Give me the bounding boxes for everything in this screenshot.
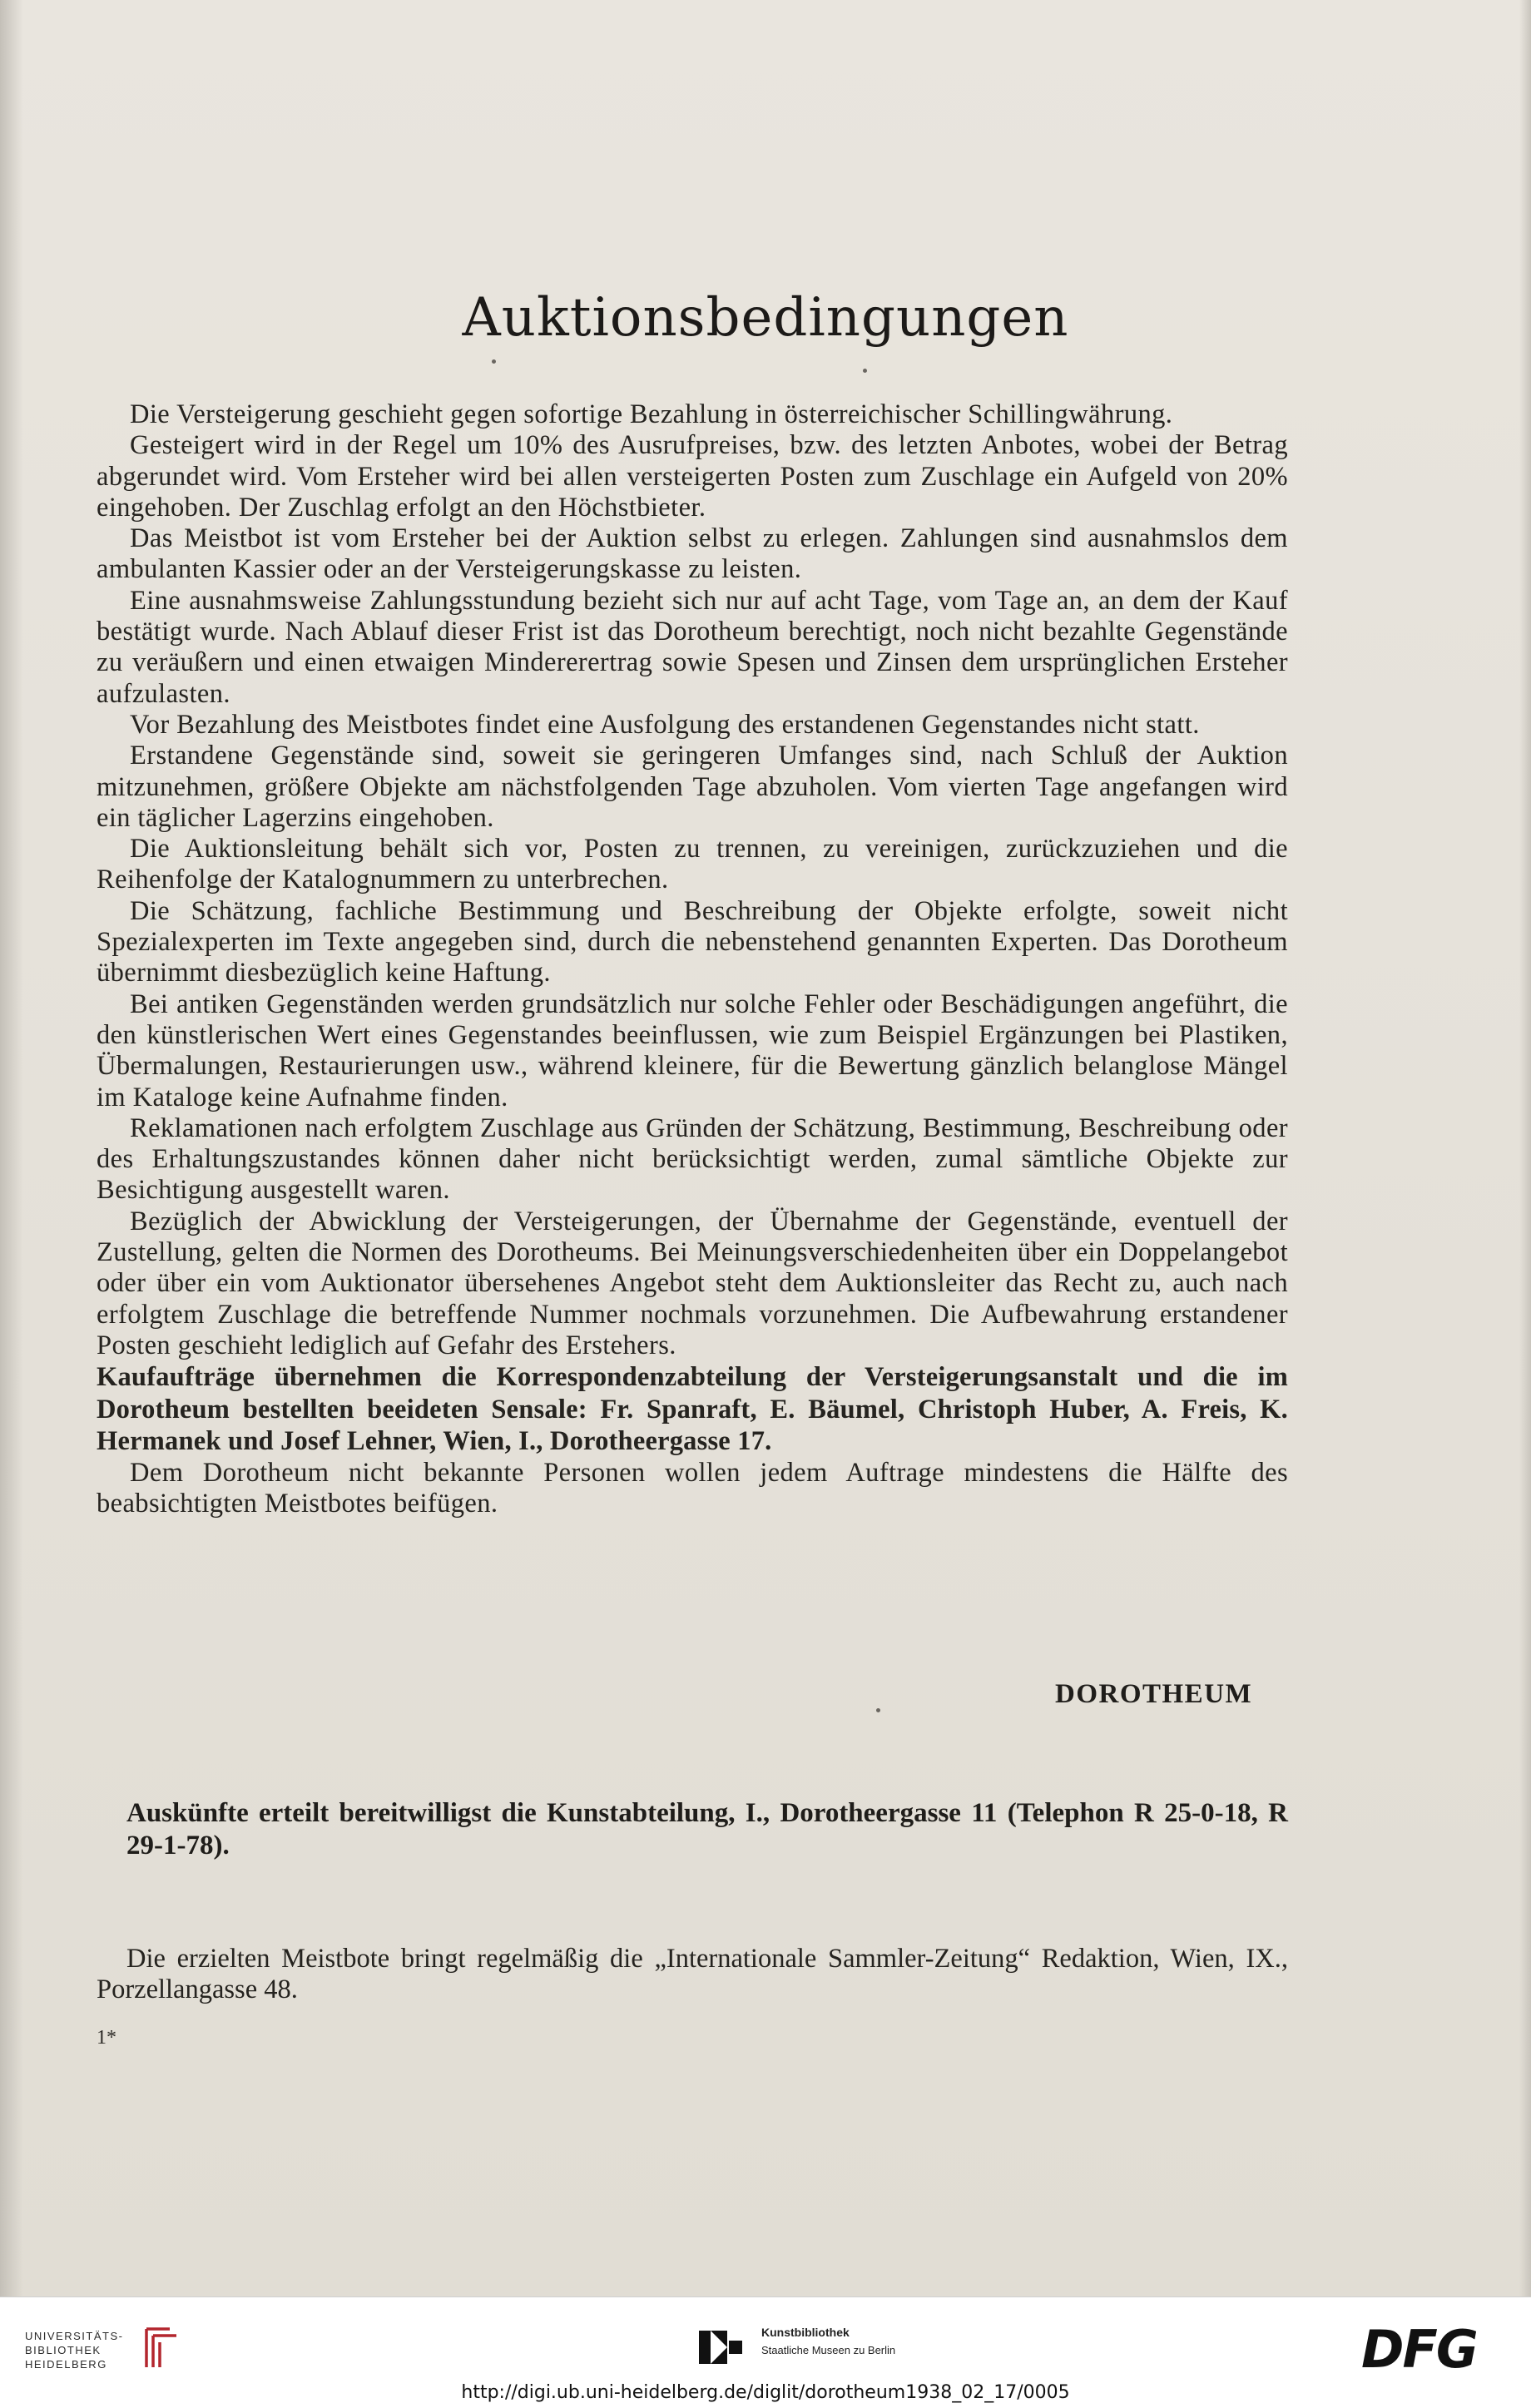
scan-speck — [492, 359, 496, 364]
auction-conditions-text — [97, 399, 1288, 1519]
bold-paragraph: Kaufaufträge übernehmen die Korrespondenzabteilung der Versteigerungsanstalt und die im Dorotheum bestellten beeideten Sensale: Fr. Spanraft, E. Bäumel, Christoph Huber, A. Freis, K. Hermanek und Josef Lehner, Wien, I., Dorotheergasse 17. — [97, 1362, 1288, 1457]
kunstbibliothek-logo-icon — [699, 2324, 749, 2371]
scan-speck — [863, 369, 867, 373]
page-mark: 1* — [97, 2027, 116, 2049]
scan-speck — [876, 1708, 880, 1712]
university-library-name — [25, 2329, 123, 2371]
kb-title: Kunstbibliothek — [761, 2326, 850, 2339]
kunstbibliothek-label — [761, 2326, 895, 2356]
source-url[interactable]: http://digi.ub.uni-heidelberg.de/diglit/dorotheum1938_02_17/0005 — [461, 2382, 1070, 2403]
paragraph: Das Meistbot ist vom Ersteher bei der Auktion selbst zu erlegen. Zahlungen sind ausnahmslos dem ambulanten Kassier oder an der Versteigerungskasse zu leisten. — [97, 523, 1288, 585]
university-logo-icon — [140, 2322, 183, 2374]
paragraph: Bezüglich der Abwicklung der Versteigerungen, der Übernahme der Gegenstände, eventuell der Zustellung, gelten die Normen des Dorotheums. Bei Meinungsverschiedenheiten über ein Doppelangebot oder über ein vom Auktionator übersehenes Angebot steht dem Auktionsleiter das Recht zu, auch nach erfolgtem Zuschlage die betreffende Nummer nochmals vorzunehmen. Die Aufbewahrung erstandener Posten geschieht lediglich auf Gefahr des Erstehers. — [97, 1206, 1288, 1360]
university-line: HEIDELBERG — [25, 2358, 107, 2371]
note-paragraph: Die erzielten Meistbote bringt regelmäßig die „Internationale Sammler-Zeitung“ Redaktion, Wien, IX., Porzellangasse 48. — [97, 1944, 1288, 2004]
footer-bar — [0, 2297, 1531, 2408]
paragraph: Die Auktionsleitung behält sich vor, Posten zu trennen, zu vereinigen, zurückzuziehen und die Reihenfolge der Katalognummern zu unterbrechen. — [97, 834, 1288, 895]
kb-subtitle: Staatliche Museen zu Berlin — [761, 2344, 896, 2356]
dfg-logo: DFG — [1361, 2319, 1477, 2380]
university-line: BIBLIOTHEK — [25, 2344, 102, 2356]
closing-paragraph: Dem Dorotheum nicht bekannte Personen wollen jedem Auftrage mindestens die Hälfte des beabsichtigten Meistbotes beifügen. — [97, 1457, 1288, 1519]
paragraph: Vor Bezahlung des Meistbotes findet eine Ausfolgung des erstandenen Gegenstandes nicht statt. — [130, 709, 1200, 740]
paragraph: Die Schätzung, fachliche Bestimmung und Beschreibung der Objekte erfolgte, soweit nicht Spezialexperten im Texte angegeben sind, durch die nebenstehend genannten Experten. Das Dorotheum übernimmt diesbezüglich keine Haftung. — [97, 895, 1288, 988]
paragraph: Eine ausnahmsweise Zahlungsstundung bezieht sich nur auf acht Tage, vom Tage an, an dem der Kauf bestätigt wurde. Nach Ablauf dieser Frist ist das Dorotheum berechtigt, noch nicht bezahlte Gegenstände zu veräußern und einen etwaigen Mindererertrag sowie Spesen und Zinsen dem ursprünglichen Ersteher aufzulasten. — [97, 585, 1288, 709]
paragraph: Die Versteigerung geschieht gegen sofortige Bezahlung in österreichischer Schillingwährung. — [130, 399, 1173, 429]
paragraph: Bei antiken Gegenständen werden grundsätzlich nur solche Fehler oder Beschädigungen angeführt, die den künstlerischen Wert eines Gegenstandes beeinflussen, wie zum Beispiel Ergänzungen bei Plastiken, Übermalungen, Restaurierungen usw., während kleinere, für die Bewertung gänzlich belanglose Mängel im Kataloge keine Aufnahme finden. — [97, 988, 1288, 1112]
paragraph: Gesteigert wird in der Regel um 10% des Ausrufpreises, bzw. des letzten Anbotes, wobei der Betrag abgerundet wird. Vom Ersteher wird bei allen versteigerten Posten zum Zuschlage ein Aufgeld von 20% eingehoben. Der Zuschlag erfolgt an den Höchstbieter. — [97, 430, 1288, 523]
paragraph: Reklamationen nach erfolgtem Zuschlage aus Gründen der Schätzung, Bestimmung, Beschreibung oder des Erhaltungszustandes können daher nicht berücksichtigt werden, zumal sämtliche Objekte zur Besichtigung ausgestellt waren. — [97, 1112, 1288, 1206]
info-paragraph: Auskünfte erteilt bereitwilligst die Kunstabteilung, I., Dorotheergasse 11 (Telephon R 25-0-18, R 29-1-78). — [126, 1798, 1288, 1861]
signature: DOROTHEUM — [1055, 1679, 1253, 1709]
paragraph: Erstandene Gegenstände sind, soweit sie geringeren Umfanges sind, nach Schluß der Auktion mitzunehmen, größere Objekte am nächstfolgenden Tage abzuholen. Vom vierten Tage angefangen wird ein täglicher Lagerzins eingehoben. — [97, 741, 1288, 833]
university-line: UNIVERSITÄTS- — [25, 2330, 124, 2342]
page-title: Auktionsbedingungen — [462, 287, 1069, 349]
